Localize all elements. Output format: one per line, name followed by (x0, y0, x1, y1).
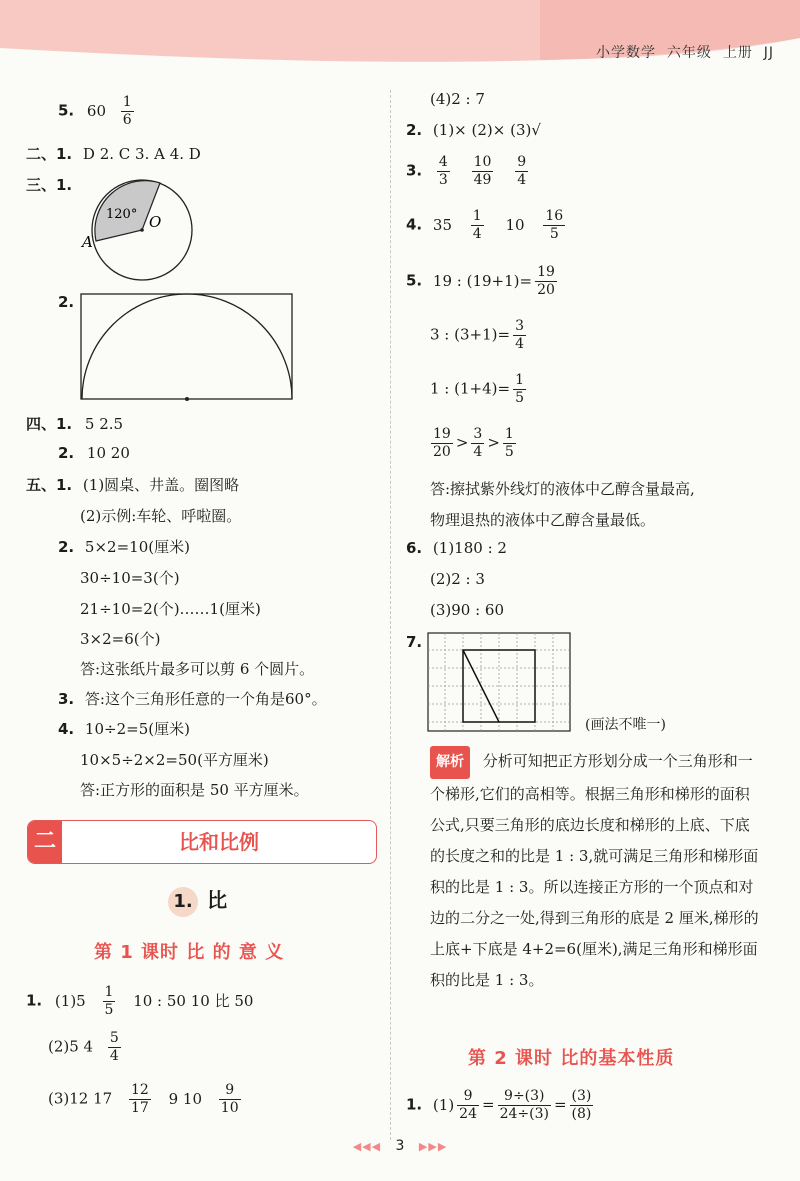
previous-arrows-icon[interactable]: ◀◀◀ (352, 1140, 382, 1153)
section-4-answer-2-text: 10 20 (86, 444, 130, 462)
lesson-1-q1-part-3b: 9 10 (168, 1089, 202, 1108)
answer-6-line-1 (406, 539, 507, 557)
chapter-banner (27, 820, 377, 864)
lesson-1-q1-line-1 (26, 984, 253, 1019)
page-number: 3 (395, 1138, 405, 1154)
answer-2-text: (1)× (2)× (3)√ (432, 121, 541, 139)
section-2-text: D 2. C 3. A 4. D (82, 145, 201, 163)
answer-3-fraction-1 (437, 154, 450, 189)
header-grade: 六年级 (666, 45, 712, 61)
point-a-label: A (82, 233, 93, 251)
answer-6-part-2: (2)2 : 3 (430, 570, 485, 588)
comparison-fraction-2 (471, 426, 484, 461)
fraction-denominator: 5 (504, 444, 514, 460)
section-5-answer-2-line-2: 30÷10=3(个) (80, 569, 180, 587)
fraction-numerator: 1 (122, 94, 132, 110)
section-3-label (26, 174, 72, 195)
rectangle-outline (81, 294, 292, 399)
angle-label: 120° (106, 207, 138, 222)
answer-5-result-1 (535, 264, 557, 299)
fraction-numerator: (3) (571, 1088, 592, 1104)
answer-5-line-1 (406, 264, 560, 299)
section-4-answer-1 (26, 413, 123, 434)
lesson-2-q1-fraction-3 (570, 1088, 594, 1123)
answer-4-value-a: 35 (432, 215, 453, 234)
fraction-numerator: 19 (433, 426, 451, 442)
answer-6-part-3: (3)90 : 60 (430, 601, 505, 619)
fraction-denominator: 6 (122, 112, 132, 128)
lesson-1-q1-line-2 (48, 1030, 124, 1065)
lesson-1-q1-fraction-2 (108, 1030, 121, 1065)
lesson-1-q1-part-1b: 10 : 50 10 比 50 (133, 991, 254, 1010)
semicircle-center (185, 397, 189, 401)
answer-5-result-3 (513, 372, 526, 407)
fraction-denominator: 3 (438, 172, 448, 188)
fraction-numerator: 4 (438, 154, 448, 170)
grid-lines (428, 633, 570, 731)
answer-5-right-number: 5. (406, 271, 423, 290)
fraction-numerator: 10 (473, 154, 492, 170)
answer-5-fraction (121, 94, 134, 129)
answer-2 (406, 121, 541, 139)
greater-than-sign: > (487, 433, 500, 452)
fraction-denominator: 20 (433, 444, 451, 460)
column-divider (390, 90, 391, 1140)
answer-5-line-2 (430, 318, 529, 353)
fraction-numerator: 9 (457, 1088, 479, 1106)
fraction-numerator: 1 (104, 984, 114, 1000)
fraction-denominator: (8) (571, 1106, 592, 1122)
lesson-2-q1-fraction-2 (498, 1088, 551, 1123)
lesson-1-q1-fraction (103, 984, 116, 1019)
fraction-numerator: 3 (515, 318, 524, 334)
comparison-fraction-3 (503, 426, 516, 461)
section-5-answer-4-text: 10÷2=5(厘米) (84, 720, 190, 738)
section-5-answer-4-line-3: 答:正方形的面积是 50 平方厘米。 (80, 781, 309, 799)
answer-5-number: 5. (58, 101, 75, 120)
fraction-numerator: 9÷(3) (498, 1088, 551, 1106)
right-line-0: (4)2 : 7 (430, 90, 485, 108)
fraction-numerator: 9 (517, 154, 527, 170)
fraction-denominator: 49 (473, 172, 492, 188)
circle-center (140, 228, 144, 232)
fraction-denominator: 4 (515, 336, 524, 352)
chapter-number: 二 (28, 821, 62, 863)
answer-4-value-b: 10 (505, 215, 525, 234)
lesson-2-title: 第 2 课时 比的基本性质 (468, 1048, 675, 1069)
answer-3-fraction-3 (515, 154, 528, 189)
fraction-denominator: 5 (549, 226, 559, 242)
answer-7-number (406, 632, 422, 651)
lesson-1-q1-line-3 (48, 1082, 244, 1117)
section-5-answer-3 (58, 688, 327, 709)
lesson-1-q1-part-1: (1)5 (54, 991, 86, 1010)
section-5-answer-2-text: 5×2=10(厘米) (84, 538, 190, 556)
section-5-answer-4-line-1 (58, 718, 190, 739)
answer-5-expression-2: 3 : (3+1)= (430, 325, 511, 344)
answer-2-number: 2. (406, 121, 423, 139)
answer-5-result-2 (513, 318, 526, 353)
lesson-2-q1-fraction-1 (457, 1088, 479, 1123)
equals-sign: = (553, 1095, 567, 1114)
header-volume: 上册 (722, 45, 753, 61)
section-5-answer-2-line-4: 3×2=6(个) (80, 630, 161, 648)
circle-figure (76, 170, 200, 288)
fraction-denominator: 17 (130, 1100, 149, 1116)
section-5-answer-3-text: 答:这个三角形任意的一个角是60°。 (84, 690, 327, 708)
section-5-label: 五、1. (26, 476, 73, 494)
analysis-tag: 解析 (430, 746, 470, 779)
fraction-numerator: 1 (504, 426, 514, 442)
greater-than-sign: > (455, 433, 469, 452)
lesson-2-q1-number: 1. (406, 1095, 423, 1114)
analysis-paragraph (430, 746, 760, 996)
section-5-answer-4-number: 4. (58, 720, 75, 738)
answer-5-comparison (428, 426, 519, 461)
lesson-1-q1-fraction-3 (129, 1082, 151, 1117)
section-5-answer-4-line-2: 10×5÷2×2=50(平方厘米) (80, 751, 269, 769)
section-5-answer-1a (26, 474, 239, 495)
comparison-fraction-1 (431, 426, 453, 461)
header-text (596, 42, 774, 62)
section-5-answer-2-line-5: 答:这张纸片最多可以剪 6 个圆片。 (80, 660, 315, 678)
next-arrows-icon[interactable]: ▶▶▶ (418, 1140, 448, 1153)
lesson-1-q1-part-3: (3)12 17 (48, 1089, 113, 1108)
fraction-denominator: 5 (104, 1002, 114, 1018)
fraction-numerator: 1 (515, 372, 524, 388)
page-footer (300, 1138, 500, 1154)
fraction-denominator: 4 (473, 444, 483, 460)
answer-5-value: 60 (86, 101, 107, 120)
section-2-answers (26, 143, 201, 164)
lesson-2-q1 (406, 1088, 596, 1123)
answer-5-conclusion-2: 物理退热的液体中乙醇含量最低。 (430, 511, 656, 529)
answer-6-part-1: (1)180 : 2 (432, 539, 507, 557)
section-4-answer-1-text: 5 2.5 (84, 415, 124, 433)
answer-6-number: 6. (406, 539, 423, 557)
chapter-title: 比和比例 (179, 830, 259, 854)
answer-4-fraction-1 (471, 208, 484, 243)
fraction-denominator: 20 (537, 282, 555, 298)
section-title: 比 (207, 888, 228, 912)
section-heading (168, 884, 227, 917)
section-number: 1. (168, 887, 198, 917)
answer-5-expression-3: 1 : (1+4)= (430, 379, 511, 398)
section-5-answer-3-number: 3. (58, 690, 75, 708)
section-2-label: 二、1. (26, 145, 73, 163)
point-o-label: O (149, 213, 162, 231)
fraction-denominator: 4 (472, 226, 482, 242)
answer-4-number: 4. (406, 215, 423, 234)
section-4-answer-2 (58, 444, 130, 462)
fraction-denominator: 24 (459, 1106, 477, 1122)
fraction-denominator: 4 (109, 1048, 119, 1064)
fraction-numerator: 19 (537, 264, 555, 280)
answer-4-fraction-2 (543, 208, 565, 243)
analysis-text: 分析可知把正方形划分成一个三角形和一个梯形,它们的高相等。根据三角形和梯形的面积公式,只要三角形的底边长度和梯形的上底、下底的长度之和的比是 1 : 3,就可满足三角形和梯形面积的比是 1 : 3。所以连接正方形的一个顶点和对边的二分之一处,得到三角形的底是 2 厘米,梯形的上底+下底是 4+2=6(厘米),满足三角形和梯形面积的比是 1 : 3。 (430, 752, 759, 989)
section-4-label: 四、1. (26, 415, 73, 433)
figure-2-number-text: 2. (58, 293, 75, 311)
answer-5-line-3 (430, 372, 529, 407)
lesson-1-q1-part-2: (2)5 4 (48, 1037, 94, 1056)
fraction-numerator: 1 (472, 208, 482, 224)
grid-figure (427, 632, 571, 732)
semicircle-arc (82, 294, 292, 399)
section-5-answer-1a-text: (1)圆桌、井盖。圈图略 (82, 476, 240, 494)
page-header (0, 0, 800, 66)
lesson-2-q1-prefix: (1) (432, 1095, 455, 1114)
answer-3-fraction-2 (472, 154, 494, 189)
section-5-answer-2-line-1 (58, 536, 190, 557)
answer-5-conclusion-1: 答:擦拭紫外线灯的液体中乙醇含量最高, (430, 480, 695, 498)
answer-3-number: 3. (406, 161, 423, 180)
lesson-1-q1-fraction-4 (219, 1082, 241, 1117)
fraction-numerator: 16 (545, 208, 564, 224)
header-edition: JJ (763, 45, 774, 61)
fraction-denominator: 10 (220, 1100, 239, 1116)
header-subject: 小学数学 (596, 45, 657, 61)
answer-7-note: (画法不唯一) (585, 717, 666, 733)
answer-5-expression-1: 19 : (19+1)= (432, 271, 533, 290)
answer-5 (58, 94, 137, 129)
answer-7-number-text: 7. (406, 633, 423, 651)
fraction-numerator: 9 (219, 1082, 241, 1100)
section-5-answer-2-line-3: 21÷10=2(个)……1(厘米) (80, 600, 261, 618)
equals-sign: = (482, 1095, 495, 1114)
section-3-label-text: 三、1. (26, 176, 73, 194)
section-5-answer-1b: (2)示例:车轮、呼啦圈。 (80, 507, 242, 525)
fraction-numerator: 3 (473, 426, 483, 442)
answer-4 (406, 208, 568, 243)
section-4-answer-2-number: 2. (58, 444, 75, 462)
answer-3 (406, 154, 531, 189)
section-5-answer-2-number: 2. (58, 538, 75, 556)
figure-2-number (58, 292, 74, 311)
semicircle-figure (80, 292, 294, 402)
fraction-denominator: 24÷(3) (499, 1106, 549, 1122)
fraction-denominator: 4 (517, 172, 527, 188)
fraction-denominator: 5 (515, 390, 524, 406)
lesson-1-q1-number: 1. (26, 991, 43, 1010)
fraction-numerator: 12 (130, 1082, 149, 1098)
lesson-1-title: 第 1 课时 比 的 意 义 (94, 942, 285, 963)
fraction-numerator: 5 (109, 1030, 119, 1046)
